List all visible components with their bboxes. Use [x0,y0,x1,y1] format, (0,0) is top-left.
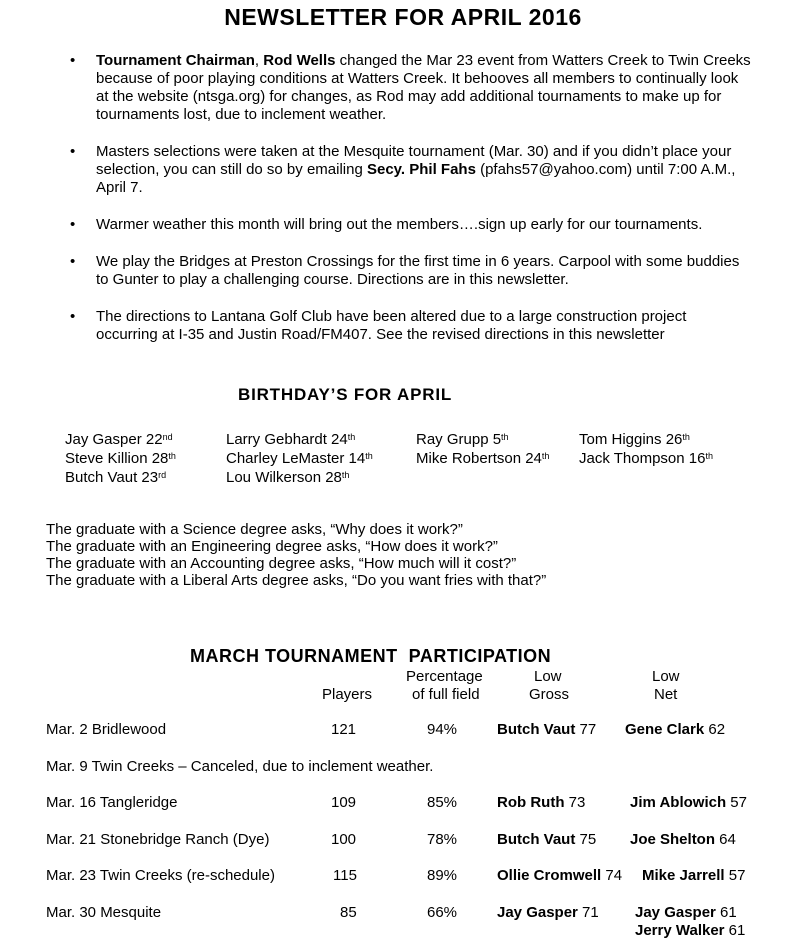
ordinal-suffix: th [682,432,690,442]
low-gross-cell [497,867,622,885]
announcement-text: changed the Mar 23 event from Watters Creek to Twin Creeks because of poor playing conditions at Watters Creek. It behooves all members to continually look at the website (ntsga.org) for changes, as Rod may add additional tournaments to make up for tournaments lost, due to inclement weather. [96,52,751,123]
ordinal-suffix: th [168,451,176,461]
birthdays-heading: BIRTHDAY’S FOR APRIL [238,385,453,404]
announcement-text: Masters selections were taken at the Mesquite tournament (Mar. 30) and if you didn’t place your selection, you can still do so by emailing [96,143,732,178]
birthday-text: Jack Thompson 16 [579,450,706,467]
announcement-text: Warmer weather this month will bring out the members….sign up early for our tournaments. [96,216,703,233]
score: 64 [715,831,736,848]
announcement-text: (pfahs57@yahoo.com) until 7:00 A.M., April 7. [96,161,736,196]
player-name: Ollie Cromwell [497,867,602,884]
player-name: Jim Ablowich [630,794,727,811]
announcement-item [62,52,752,124]
low-net-header-line2: Net [654,686,678,703]
birthday-text: Larry Gebhardt 24 [226,431,348,448]
score: 75 [575,831,597,848]
low-net-cell [630,794,747,812]
ordinal-suffix: th [341,470,350,480]
score: 61 [715,904,737,921]
announcement-item [62,253,752,289]
pct-cell: 78% [427,831,458,848]
announcement-text: , [254,52,264,69]
birthday-entry [416,450,549,468]
participation-heading: MARCH TOURNAMENT PARTICIPATION [190,646,552,666]
birthday-text: Ray Grupp 5 [416,431,502,448]
low-gross-cell [497,794,585,812]
announcement-list [62,52,752,362]
birthday-text: Lou Wilkerson 28 [226,469,342,486]
birthday-entry [579,431,690,449]
event-cell: Mar. 16 Tangleridge [46,794,178,811]
birthday-entry [65,431,173,449]
announcement-text: We play the Bridges at Preston Crossings for the first time in 6 years. Carpool with some buddies to Gunter to play a challenging course. Directions are in this newsletter. [96,253,740,288]
score: 57 [724,867,746,884]
player-name: Gene Clark [625,721,705,738]
birthday-entry [226,431,355,449]
player-name: Joe Shelton [630,831,716,848]
event-cell: Mar. 30 Mesquite [46,904,162,921]
ordinal-suffix: th [705,451,713,461]
birthday-entry [416,431,509,449]
score: 77 [575,721,597,738]
low-gross-header-line2: Gross [529,686,570,703]
announcement-bold: Rod Wells [263,52,336,69]
low-net-cell [630,831,736,849]
announcement-bold: Tournament Chairman [96,52,255,69]
birthday-entry [65,469,166,487]
pct-cell: 85% [427,794,458,811]
players-cell: 85 [340,904,357,921]
event-cell: Mar. 23 Twin Creeks (re-schedule) [46,867,275,884]
players-cell: 115 [333,867,357,884]
score: 57 [726,794,747,811]
low-gross-cell [497,721,596,739]
player-name: Butch Vaut [497,721,576,738]
joke-block [46,521,546,589]
ordinal-suffix: rd [158,470,167,480]
player-name: Jerry Walker [635,922,725,939]
announcement-item [62,143,752,197]
low-net-cell [635,904,737,922]
birthday-entry [65,450,176,468]
ordinal-suffix: th [347,432,356,442]
announcement-bold: Secy. Phil Fahs [366,161,476,178]
event-cell: Mar. 21 Stonebridge Ranch (Dye) [46,831,270,848]
joke-line: The graduate with an Accounting degree asks, “How much will it cost?” [46,555,517,572]
joke-line: The graduate with an Engineering degree asks, “How does it work?” [46,538,498,555]
birthday-entry [226,450,373,468]
player-name: Butch Vaut [497,831,576,848]
players-cell: 100 [331,831,357,848]
event-cell: Mar. 9 Twin Creeks – Canceled, due to inclement weather. [46,758,434,775]
score: 61 [724,922,746,939]
players-header: Players [322,686,373,703]
pct-cell: 94% [427,721,458,738]
score: 62 [704,721,726,738]
players-cell: 109 [331,794,357,811]
players-cell: 121 [331,721,357,738]
ordinal-suffix: th [365,451,373,461]
low-gross-cell [497,831,596,849]
birthday-entry [226,469,349,487]
player-name: Mike Jarrell [642,867,725,884]
birthday-text: Mike Robertson 24 [416,450,542,467]
low-gross-cell [497,904,599,922]
low-net-cell [625,721,725,739]
low-net-header-line1: Low [652,668,680,685]
score: 73 [564,794,586,811]
pct-header-line2: of full field [412,686,480,703]
joke-line: The graduate with a Science degree asks, “Why does it work?” [46,521,463,538]
birthday-text: Jay Gasper 22 [65,431,163,448]
birthday-entry [579,450,713,468]
birthday-text: Charley LeMaster 14 [226,450,366,467]
birthday-text: Steve Killion 28 [65,450,169,467]
birthday-text: Butch Vaut 23 [65,469,159,486]
ordinal-suffix: th [501,432,509,442]
joke-line: The graduate with a Liberal Arts degree asks, “Do you want fries with that?” [46,572,547,589]
announcement-text: The directions to Lantana Golf Club have been altered due to a large construction project occurring at I-35 and Justin Road/FM407. See the revised directions in this newsletter [96,308,687,343]
pct-cell: 66% [427,904,458,921]
player-name: Jay Gasper [497,904,578,921]
event-cell: Mar. 2 Bridlewood [46,721,167,738]
score: 71 [577,904,599,921]
low-net-cell [642,867,745,885]
announcement-item [62,308,752,344]
birthday-text: Tom Higgins 26 [579,431,683,448]
ordinal-suffix: nd [162,432,173,442]
player-name: Rob Ruth [497,794,565,811]
player-name: Jay Gasper [635,904,716,921]
announcement-item [62,216,752,234]
low-gross-header-line1: Low [534,668,562,685]
ordinal-suffix: th [541,451,550,461]
pct-cell: 89% [427,867,458,884]
low-net-cell-tie [635,922,745,940]
score: 74 [601,867,623,884]
pct-header-line1: Percentage [406,668,483,685]
newsletter-title: NEWSLETTER FOR APRIL 2016 [224,4,582,30]
